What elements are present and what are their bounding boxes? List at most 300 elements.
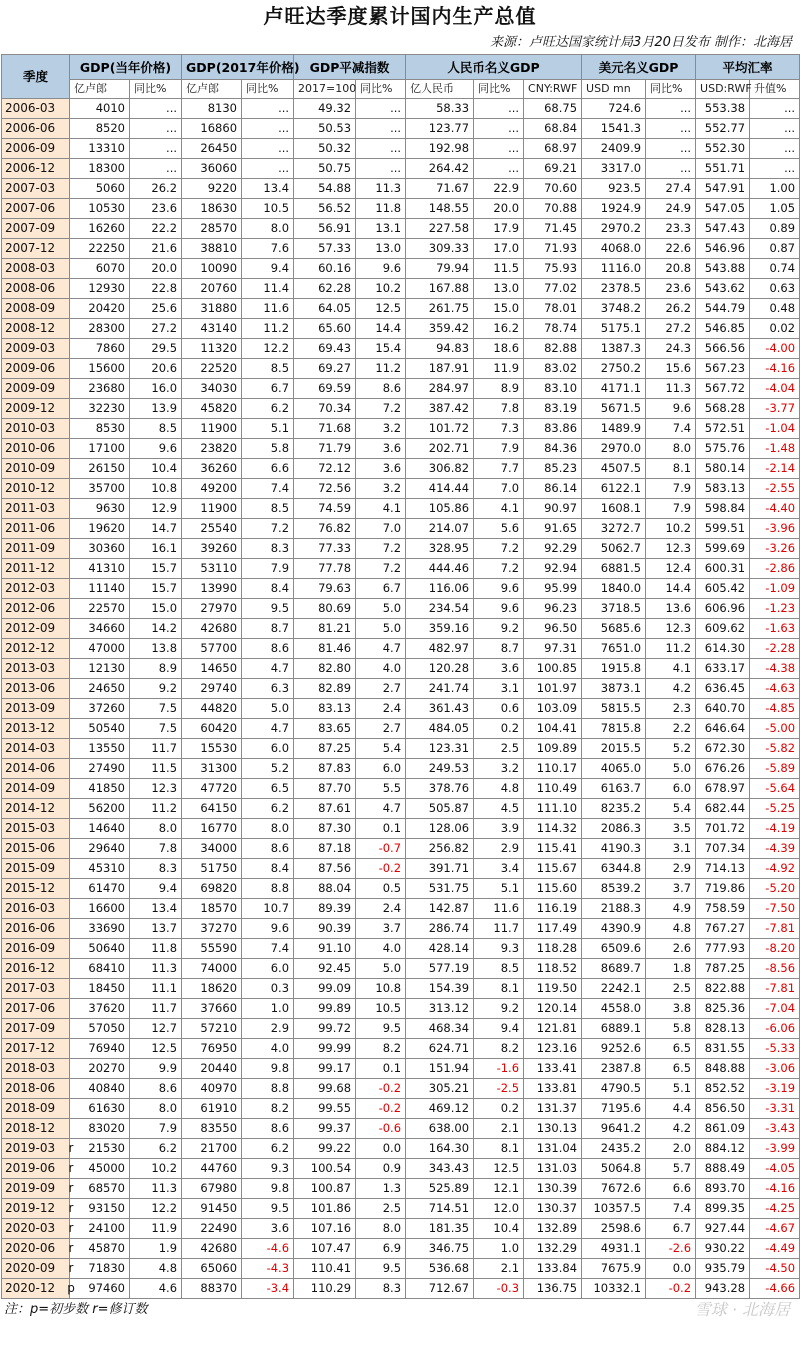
table-cell: -0.2 bbox=[356, 1079, 406, 1099]
quarter-label: 2008-06 bbox=[5, 281, 56, 295]
table-cell: 544.79 bbox=[696, 299, 750, 319]
table-cell: 74.59 bbox=[294, 499, 356, 519]
table-cell: 5.8 bbox=[646, 1019, 696, 1039]
table-cell: 57.33 bbox=[294, 239, 356, 259]
table-cell: 5.1 bbox=[474, 879, 524, 899]
table-cell: 4.0 bbox=[242, 1039, 294, 1059]
table-cell: 12130 bbox=[70, 659, 130, 679]
table-cell: 828.13 bbox=[696, 1019, 750, 1039]
table-row bbox=[2, 459, 800, 479]
table-cell: -5.89 bbox=[750, 759, 800, 779]
table-cell: 6.7 bbox=[646, 1219, 696, 1239]
table-cell: 2378.5 bbox=[582, 279, 646, 299]
table-cell: 12.5 bbox=[130, 1039, 182, 1059]
table-cell: 536.68 bbox=[406, 1259, 474, 1279]
table-cell: 0.0 bbox=[356, 1139, 406, 1159]
table-row bbox=[2, 899, 800, 919]
table-cell: -8.20 bbox=[750, 939, 800, 959]
table-cell: 15.4 bbox=[356, 339, 406, 359]
table-row bbox=[2, 559, 800, 579]
table-cell: 13.0 bbox=[474, 279, 524, 299]
quarter-cell bbox=[2, 179, 70, 199]
table-cell: 57210 bbox=[182, 1019, 242, 1039]
quarter-label: 2010-12 bbox=[5, 481, 56, 495]
table-row bbox=[2, 879, 800, 899]
table-row bbox=[2, 139, 800, 159]
page-title: 卢旺达季度累计国内生产总值 bbox=[263, 4, 537, 28]
table-cell: 79.63 bbox=[294, 579, 356, 599]
table-cell: -7.81 bbox=[750, 979, 800, 999]
quarter-label: 2017-06 bbox=[5, 1001, 56, 1015]
table-cell: 2598.6 bbox=[582, 1219, 646, 1239]
table-cell: 8520 bbox=[70, 119, 130, 139]
table-row bbox=[2, 339, 800, 359]
table-cell: 9630 bbox=[70, 499, 130, 519]
table-cell: 9.6 bbox=[474, 599, 524, 619]
table-cell: 4171.1 bbox=[582, 379, 646, 399]
quarter-cell bbox=[2, 539, 70, 559]
table-cell: 0.74 bbox=[750, 259, 800, 279]
table-row bbox=[2, 939, 800, 959]
table-cell: 9.2 bbox=[474, 619, 524, 639]
table-cell: 361.43 bbox=[406, 699, 474, 719]
table-cell: 4390.9 bbox=[582, 919, 646, 939]
table-cell: 65060 bbox=[182, 1259, 242, 1279]
table-row bbox=[2, 979, 800, 999]
table-cell: 9220 bbox=[182, 179, 242, 199]
table-cell: 8.5 bbox=[474, 959, 524, 979]
table-row bbox=[2, 839, 800, 859]
table-cell: 227.58 bbox=[406, 219, 474, 239]
quarter-cell bbox=[2, 679, 70, 699]
table-cell: -4.50 bbox=[750, 1259, 800, 1279]
table-cell: 848.88 bbox=[696, 1059, 750, 1079]
table-cell: 0.87 bbox=[750, 239, 800, 259]
table-cell: 6.9 bbox=[356, 1239, 406, 1259]
table-cell: 567.72 bbox=[696, 379, 750, 399]
table-cell: 12.1 bbox=[474, 1179, 524, 1199]
quarter-label: 2008-12 bbox=[5, 321, 56, 335]
quarter-cell bbox=[2, 919, 70, 939]
quarter-label: 2020-06 bbox=[5, 1241, 56, 1255]
table-cell: -4.3 bbox=[242, 1259, 294, 1279]
table-cell: -5.82 bbox=[750, 739, 800, 759]
table-cell: 2970.2 bbox=[582, 219, 646, 239]
table-cell: 7.5 bbox=[130, 719, 182, 739]
table-cell: 40840 bbox=[70, 1079, 130, 1099]
quarter-label: 2018-09 bbox=[5, 1101, 56, 1115]
table-cell: 787.25 bbox=[696, 959, 750, 979]
table-cell: 10.4 bbox=[130, 459, 182, 479]
table-cell: 551.71 bbox=[696, 159, 750, 179]
table-cell: 83.02 bbox=[524, 359, 582, 379]
table-cell: 3.6 bbox=[474, 659, 524, 679]
table-cell: 3718.5 bbox=[582, 599, 646, 619]
quarter-cell bbox=[2, 159, 70, 179]
table-cell: 5.6 bbox=[474, 519, 524, 539]
quarter-label: 2011-03 bbox=[5, 501, 56, 515]
quarter-cell bbox=[2, 119, 70, 139]
table-cell: 16860 bbox=[182, 119, 242, 139]
table-cell: 3748.2 bbox=[582, 299, 646, 319]
table-cell: 4.6 bbox=[130, 1279, 182, 1299]
table-cell: 614.30 bbox=[696, 639, 750, 659]
table-cell: 414.44 bbox=[406, 479, 474, 499]
table-row bbox=[2, 179, 800, 199]
table-cell: 105.86 bbox=[406, 499, 474, 519]
table-cell: 572.51 bbox=[696, 419, 750, 439]
table-cell: ... bbox=[130, 159, 182, 179]
table-cell: 15.7 bbox=[130, 559, 182, 579]
table-cell: 8.0 bbox=[242, 819, 294, 839]
table-cell: 41310 bbox=[70, 559, 130, 579]
group-header: GDP(当年价格) bbox=[70, 55, 182, 80]
quarter-cell bbox=[2, 1199, 74, 1219]
table-cell: 8.1 bbox=[474, 979, 524, 999]
table-cell: 8.6 bbox=[130, 1079, 182, 1099]
table-cell: 11900 bbox=[182, 499, 242, 519]
quarter-label: 2010-06 bbox=[5, 441, 56, 455]
table-cell: 4010 bbox=[70, 99, 130, 119]
table-cell: 151.94 bbox=[406, 1059, 474, 1079]
table-cell: 4068.0 bbox=[582, 239, 646, 259]
table-cell: 7.4 bbox=[242, 939, 294, 959]
table-cell: 28300 bbox=[70, 319, 130, 339]
table-cell: 15.0 bbox=[130, 599, 182, 619]
sub-header: 同比% bbox=[646, 80, 696, 99]
table-cell: 20.8 bbox=[646, 259, 696, 279]
quarter-label: 2015-09 bbox=[5, 861, 56, 875]
quarter-cell bbox=[2, 1079, 70, 1099]
table-cell: 13.0 bbox=[356, 239, 406, 259]
quarter-label: 2013-09 bbox=[5, 701, 56, 715]
table-cell: 6.2 bbox=[242, 399, 294, 419]
table-row bbox=[2, 319, 800, 339]
table-cell: 32230 bbox=[70, 399, 130, 419]
table-cell: 76.82 bbox=[294, 519, 356, 539]
table-cell: ... bbox=[356, 159, 406, 179]
quarter-cell bbox=[2, 659, 70, 679]
table-cell: 8.5 bbox=[130, 419, 182, 439]
table-cell: 117.49 bbox=[524, 919, 582, 939]
quarter-cell bbox=[2, 939, 70, 959]
quarter-cell bbox=[2, 199, 70, 219]
table-cell: 5815.5 bbox=[582, 699, 646, 719]
quarter-label: 2013-12 bbox=[5, 721, 56, 735]
table-cell: 132.29 bbox=[524, 1239, 582, 1259]
table-cell: 10.8 bbox=[356, 979, 406, 999]
table-row bbox=[2, 799, 800, 819]
table-cell: 9.2 bbox=[474, 999, 524, 1019]
table-cell: 0.0 bbox=[646, 1259, 696, 1279]
table-cell: 23680 bbox=[70, 379, 130, 399]
table-cell: 75.93 bbox=[524, 259, 582, 279]
table-cell: 120.28 bbox=[406, 659, 474, 679]
table-cell: 71.79 bbox=[294, 439, 356, 459]
quarter-label: 2006-03 bbox=[5, 101, 56, 115]
quarter-cell bbox=[2, 1019, 70, 1039]
table-cell: 12.3 bbox=[646, 539, 696, 559]
table-row bbox=[2, 479, 800, 499]
table-cell: 2435.2 bbox=[582, 1139, 646, 1159]
table-cell: 8689.7 bbox=[582, 959, 646, 979]
table-cell: -0.2 bbox=[356, 1099, 406, 1119]
table-cell: 1541.3 bbox=[582, 119, 646, 139]
table-row bbox=[2, 719, 800, 739]
table-cell: 17.9 bbox=[474, 219, 524, 239]
quarter-label: 2017-12 bbox=[5, 1041, 56, 1055]
table-cell: 68.97 bbox=[524, 139, 582, 159]
table-cell: 121.81 bbox=[524, 1019, 582, 1039]
table-cell: 9.6 bbox=[130, 439, 182, 459]
table-cell: 187.91 bbox=[406, 359, 474, 379]
table-cell: 90.39 bbox=[294, 919, 356, 939]
table-cell: 10.5 bbox=[356, 999, 406, 1019]
table-cell: 13.4 bbox=[130, 899, 182, 919]
table-cell: 13.1 bbox=[356, 219, 406, 239]
table-cell: 15530 bbox=[182, 739, 242, 759]
table-cell: ... bbox=[750, 159, 800, 179]
table-cell: ... bbox=[356, 119, 406, 139]
table-cell: 8.8 bbox=[242, 1079, 294, 1099]
table-cell: 6.6 bbox=[242, 459, 294, 479]
table-cell: 8.2 bbox=[356, 1039, 406, 1059]
table-cell: 1.3 bbox=[356, 1179, 406, 1199]
table-cell: -2.6 bbox=[646, 1239, 696, 1259]
table-cell: 624.71 bbox=[406, 1039, 474, 1059]
table-cell: 27.2 bbox=[646, 319, 696, 339]
group-header: GDP(2017年价格) bbox=[182, 55, 294, 80]
table-cell: 37260 bbox=[70, 699, 130, 719]
table-cell: 2.3 bbox=[646, 699, 696, 719]
table-cell: 701.72 bbox=[696, 819, 750, 839]
table-cell: 86.14 bbox=[524, 479, 582, 499]
table-cell: ... bbox=[646, 159, 696, 179]
table-cell: 17.0 bbox=[474, 239, 524, 259]
table-cell: -5.33 bbox=[750, 1039, 800, 1059]
table-cell: -3.96 bbox=[750, 519, 800, 539]
table-cell: 4.2 bbox=[646, 1119, 696, 1139]
table-cell: 47720 bbox=[182, 779, 242, 799]
table-cell: 2.9 bbox=[646, 859, 696, 879]
table-cell: 10.2 bbox=[356, 279, 406, 299]
table-row bbox=[2, 739, 800, 759]
table-cell: 609.62 bbox=[696, 619, 750, 639]
table-cell: 69.27 bbox=[294, 359, 356, 379]
table-row bbox=[2, 1119, 800, 1139]
table-cell: 546.85 bbox=[696, 319, 750, 339]
quarter-label: 2019-09 bbox=[5, 1181, 56, 1195]
table-cell: 8.6 bbox=[356, 379, 406, 399]
table-cell: 2387.8 bbox=[582, 1059, 646, 1079]
quarter-cell bbox=[2, 779, 70, 799]
table-cell: 11.9 bbox=[130, 1219, 182, 1239]
table-cell: 14.7 bbox=[130, 519, 182, 539]
table-row bbox=[2, 419, 800, 439]
table-cell: 69820 bbox=[182, 879, 242, 899]
table-cell: 114.32 bbox=[524, 819, 582, 839]
table-cell: 71830 bbox=[70, 1259, 130, 1279]
table-cell: 94.83 bbox=[406, 339, 474, 359]
table-cell: 107.47 bbox=[294, 1239, 356, 1259]
table-cell: -7.04 bbox=[750, 999, 800, 1019]
table-cell: 7.4 bbox=[242, 479, 294, 499]
table-cell: 27490 bbox=[70, 759, 130, 779]
table-cell: 8.9 bbox=[130, 659, 182, 679]
table-cell: 53110 bbox=[182, 559, 242, 579]
table-row bbox=[2, 619, 800, 639]
table-cell: 8.5 bbox=[242, 499, 294, 519]
table-cell: 10090 bbox=[182, 259, 242, 279]
table-cell: -5.25 bbox=[750, 799, 800, 819]
table-cell: 71.45 bbox=[524, 219, 582, 239]
quarter-cell bbox=[2, 1239, 74, 1259]
table-cell: 7.9 bbox=[242, 559, 294, 579]
table-cell: 2.4 bbox=[356, 899, 406, 919]
table-cell: 68.84 bbox=[524, 119, 582, 139]
quarter-cell bbox=[2, 139, 70, 159]
table-cell: 11.9 bbox=[474, 359, 524, 379]
quarter-label: 2015-03 bbox=[5, 821, 56, 835]
quarter-cell bbox=[2, 1179, 74, 1199]
group-header: GDP平减指数 bbox=[294, 55, 406, 80]
table-cell: 118.28 bbox=[524, 939, 582, 959]
table-cell: 8.0 bbox=[242, 219, 294, 239]
quarter-cell bbox=[2, 299, 70, 319]
table-cell: 2.5 bbox=[474, 739, 524, 759]
table-cell: 142.87 bbox=[406, 899, 474, 919]
table-cell: 12930 bbox=[70, 279, 130, 299]
table-cell: 4931.1 bbox=[582, 1239, 646, 1259]
table-row bbox=[2, 1179, 800, 1199]
table-cell: 7672.6 bbox=[582, 1179, 646, 1199]
table-cell: 64.05 bbox=[294, 299, 356, 319]
table-cell: 888.49 bbox=[696, 1159, 750, 1179]
table-cell: 148.55 bbox=[406, 199, 474, 219]
table-cell: 3317.0 bbox=[582, 159, 646, 179]
table-cell: 4.4 bbox=[646, 1099, 696, 1119]
table-cell: 68570 bbox=[70, 1179, 130, 1199]
quarter-cell bbox=[2, 859, 70, 879]
table-cell: 305.21 bbox=[406, 1079, 474, 1099]
quarter-label: 2015-12 bbox=[5, 881, 56, 895]
table-cell: 10.5 bbox=[242, 199, 294, 219]
table-cell: 87.70 bbox=[294, 779, 356, 799]
table-cell: 547.91 bbox=[696, 179, 750, 199]
table-cell: 2.2 bbox=[646, 719, 696, 739]
table-cell: 1.8 bbox=[646, 959, 696, 979]
table-cell: 80.69 bbox=[294, 599, 356, 619]
table-cell: -3.26 bbox=[750, 539, 800, 559]
table-cell: 11900 bbox=[182, 419, 242, 439]
table-cell: 9.5 bbox=[356, 1259, 406, 1279]
quarter-label: 2014-06 bbox=[5, 761, 56, 775]
table-cell: 9.3 bbox=[474, 939, 524, 959]
table-cell: 5.0 bbox=[356, 599, 406, 619]
table-cell: 899.35 bbox=[696, 1199, 750, 1219]
quarter-cell bbox=[2, 399, 70, 419]
table-cell: 3.8 bbox=[646, 999, 696, 1019]
table-cell: -2.55 bbox=[750, 479, 800, 499]
table-cell: 11.3 bbox=[356, 179, 406, 199]
table-body bbox=[2, 99, 800, 1299]
table-cell: 580.14 bbox=[696, 459, 750, 479]
table-cell: 2.1 bbox=[474, 1259, 524, 1279]
table-cell: 68.75 bbox=[524, 99, 582, 119]
table-cell: 110.17 bbox=[524, 759, 582, 779]
table-cell: 10332.1 bbox=[582, 1279, 646, 1299]
table-cell: 23.3 bbox=[646, 219, 696, 239]
sub-header: CNY:RWF bbox=[524, 80, 582, 99]
table-cell: 11.2 bbox=[356, 359, 406, 379]
table-cell: 133.81 bbox=[524, 1079, 582, 1099]
table-cell: 343.43 bbox=[406, 1159, 474, 1179]
sub-header: 亿卢郎 bbox=[70, 80, 130, 99]
table-cell: 27.4 bbox=[646, 179, 696, 199]
table-cell: 214.07 bbox=[406, 519, 474, 539]
table-cell: 3.6 bbox=[356, 459, 406, 479]
table-cell: -6.06 bbox=[750, 1019, 800, 1039]
table-cell: -2.86 bbox=[750, 559, 800, 579]
table-cell: ... bbox=[242, 119, 294, 139]
table-cell: 83.86 bbox=[524, 419, 582, 439]
table-cell: 42680 bbox=[182, 619, 242, 639]
table-cell: ... bbox=[646, 119, 696, 139]
table-cell: 26150 bbox=[70, 459, 130, 479]
table-row bbox=[2, 659, 800, 679]
table-cell: 22.2 bbox=[130, 219, 182, 239]
table-cell: 525.89 bbox=[406, 1179, 474, 1199]
table-cell: 8.2 bbox=[474, 1039, 524, 1059]
table-cell: 4.8 bbox=[474, 779, 524, 799]
table-cell: 96.23 bbox=[524, 599, 582, 619]
table-cell: 133.41 bbox=[524, 1059, 582, 1079]
table-cell: ... bbox=[130, 139, 182, 159]
table-cell: 543.88 bbox=[696, 259, 750, 279]
table-cell: 9.9 bbox=[130, 1059, 182, 1079]
table-row bbox=[2, 279, 800, 299]
table-cell: 91450 bbox=[182, 1199, 242, 1219]
table-cell: -3.77 bbox=[750, 399, 800, 419]
table-cell: 5671.5 bbox=[582, 399, 646, 419]
table-row bbox=[2, 1039, 800, 1059]
quarter-cell bbox=[2, 899, 70, 919]
table-cell: 482.97 bbox=[406, 639, 474, 659]
table-cell: 2086.3 bbox=[582, 819, 646, 839]
table-cell: 577.19 bbox=[406, 959, 474, 979]
table-cell: 81.46 bbox=[294, 639, 356, 659]
table-cell: -2.14 bbox=[750, 459, 800, 479]
table-cell: 11.3 bbox=[130, 1179, 182, 1199]
table-cell: 29640 bbox=[70, 839, 130, 859]
quarter-label: 2019-03 bbox=[5, 1141, 56, 1155]
sub-header: 同比% bbox=[130, 80, 182, 99]
table-cell: 119.50 bbox=[524, 979, 582, 999]
table-cell: 552.30 bbox=[696, 139, 750, 159]
quarter-label: 2011-06 bbox=[5, 521, 56, 535]
quarter-label: 2006-09 bbox=[5, 141, 56, 155]
quarter-cell bbox=[2, 639, 70, 659]
table-cell: 43140 bbox=[182, 319, 242, 339]
table-cell: ... bbox=[474, 119, 524, 139]
table-cell: 22250 bbox=[70, 239, 130, 259]
table-cell: 25540 bbox=[182, 519, 242, 539]
quarter-label: 2019-06 bbox=[5, 1161, 56, 1175]
revision-mark: r bbox=[68, 1241, 74, 1255]
quarter-cell bbox=[2, 879, 70, 899]
table-cell: -1.6 bbox=[474, 1059, 524, 1079]
table-cell: 11.5 bbox=[130, 759, 182, 779]
